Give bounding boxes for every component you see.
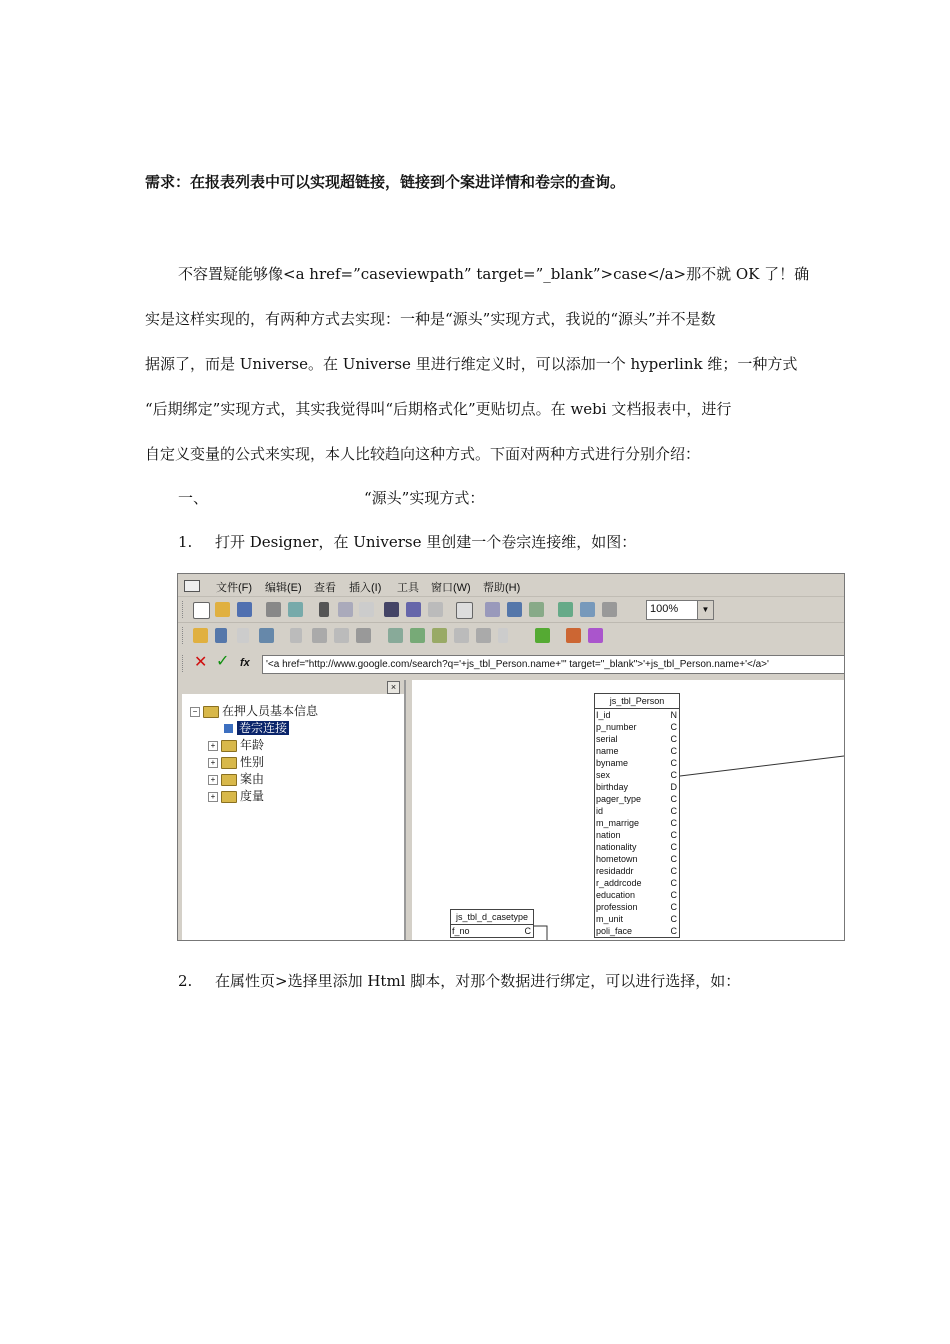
insert-condition-icon[interactable] [237,628,249,643]
step-1 [178,531,636,552]
column-type: C [670,878,677,888]
menu-window[interactable]: 窗口(W) [431,582,471,594]
print-icon[interactable] [266,602,281,617]
zoom-value: 100% [650,603,679,615]
insert-object-icon[interactable] [215,628,227,643]
column-name: nation [596,830,621,840]
section-heading [178,487,484,508]
column-name: serial [596,734,618,744]
paragraph-line-5: 自定义变量的公式来实现，本人比较趋向这种方式。下面对两种方式进行分别介绍： [145,445,701,463]
column-name: sex [596,770,611,780]
column-type: C [670,806,677,816]
column-name: byname [596,758,629,768]
folder-icon [203,706,219,718]
zoom-select[interactable] [646,600,714,620]
column-name: name [596,746,619,756]
chevron-down-icon[interactable]: ▼ [697,601,713,619]
folder-icon [221,791,237,803]
table-column-row[interactable] [595,877,679,889]
column-type: C [670,854,677,864]
formula-input[interactable]: '<a href="http://www.google.com/search?q='+js_tbl_Person.name+'" target="_blank">'+js_tbl_Person.name+'</a>' [262,655,845,674]
tree-item-label: 卷宗连接 [239,721,288,735]
table-column-row[interactable] [595,805,679,817]
table-column-row[interactable] [595,913,679,925]
column-type: C [670,794,677,804]
document-heading: 需求：在报表列表中可以实现超链接，链接到个案进详情和卷宗的查询。 [145,173,626,191]
zoom-fit-icon[interactable] [602,602,617,617]
step-1-text: 打开 Designer，在 Universe 里创建一个卷宗连接维，如图： [215,533,637,551]
column-name: profession [596,902,638,912]
list-tables-icon[interactable] [334,628,349,643]
paragraph-line-2: 实是这样实现的，有两种方式去实现：一种是“源头”实现方式，我说的“源头”并不是数 [145,310,716,328]
table-header: js_tbl_Person [595,694,679,709]
join-line[interactable] [680,756,844,776]
table-column-row[interactable] [595,745,679,757]
person-table[interactable] [594,693,680,938]
column-type: C [670,770,677,780]
section-number: 一、 [178,489,209,507]
toolbar-grip[interactable] [182,627,186,644]
tree-item[interactable] [208,753,264,770]
cancel-icon[interactable]: ✕ [194,654,208,671]
menu-tools[interactable]: 工具 [397,582,419,594]
menu-edit[interactable]: 编辑(E) [265,582,302,594]
loops-icon[interactable] [454,628,469,643]
hierarchy-icon[interactable] [259,628,274,643]
check-icon[interactable] [456,602,473,619]
table-column-row[interactable] [595,817,679,829]
column-type: C [670,902,677,912]
grid-icon[interactable] [580,602,595,617]
table-icon[interactable] [485,602,500,617]
table-column-row[interactable] [595,865,679,877]
find-icon[interactable] [384,602,399,617]
folder-icon [221,774,237,786]
table-column-row[interactable] [595,757,679,769]
column-name: pager_type [596,794,642,804]
table-column-row[interactable] [595,709,679,721]
save-icon[interactable] [237,602,252,617]
table-column-row[interactable] [595,925,679,937]
column-name: m_marrige [596,818,640,828]
column-type: C [670,734,677,744]
table-column-row[interactable] [595,769,679,781]
designer-screenshot [177,573,845,941]
table-column-row[interactable] [595,781,679,793]
tree-item-label: 年龄 [240,738,265,752]
column-type: D [670,782,677,792]
table-column-row[interactable] [595,901,679,913]
table-column-row[interactable] [595,889,679,901]
tree-item-label: 性别 [240,755,265,769]
column-type: C [670,890,677,900]
menu-help[interactable]: 帮助(H) [483,582,521,594]
cardinality-icon[interactable] [410,628,425,643]
tables-icon[interactable] [290,628,302,643]
tree-item[interactable] [208,787,264,804]
detect-joins-icon[interactable] [388,628,403,643]
paste-icon[interactable] [359,602,374,617]
universe-pane [182,680,406,940]
import-icon[interactable] [588,628,603,643]
collapse-icon[interactable]: − [190,707,200,717]
print-preview-icon[interactable] [288,602,303,617]
column-name: education [596,890,636,900]
folder-icon [221,757,237,769]
column-type: C [670,758,677,768]
column-type: C [670,926,677,936]
column-name: p_number [596,722,637,732]
step-1-number: 1. [178,533,193,551]
accept-icon[interactable]: ✓ [216,653,230,670]
table-browser-icon[interactable] [312,628,327,643]
tree-item[interactable] [208,736,264,753]
structure-icon[interactable] [356,628,371,643]
cut-icon[interactable] [319,602,329,617]
toolbar-grip[interactable] [182,601,186,618]
paragraph-line-1: 不容置疑能够像<a href=”caseviewpath” target=”_blank”>case</a>那不就 OK 了！确 [178,265,810,283]
step-2-text: 在属性页>选择里添加 Html 脚本，对那个数据进行绑定，可以进行选择，如： [215,972,741,990]
column-name: m_unit [596,914,624,924]
menu-insert[interactable]: 插入(I) [349,582,382,594]
step-2 [178,970,740,991]
menu-bar [178,574,844,597]
app-icon [184,580,200,592]
expand-icon[interactable]: + [208,741,218,751]
join-line[interactable] [534,926,547,940]
join-icon[interactable] [507,602,522,617]
column-type: C [670,722,677,732]
column-name: birthday [596,782,629,792]
integrity-check-icon[interactable] [535,628,550,643]
close-icon[interactable]: × [387,681,400,694]
column-name: f_no [452,926,470,936]
copy-icon[interactable] [338,602,353,617]
column-name: residaddr [596,866,634,876]
tree-item[interactable] [208,770,264,787]
column-name: I_id [596,710,611,720]
table-column-row[interactable] [451,925,533,937]
step-2-number: 2. [178,972,193,990]
column-name: poli_face [596,926,633,936]
structure-pane [412,680,844,940]
aliases-icon[interactable] [476,628,491,643]
table-column-row[interactable] [595,841,679,853]
undo-icon[interactable] [428,602,443,617]
table-header: js_tbl_d_casetype [451,910,533,925]
expand-icon[interactable]: + [208,775,218,785]
tree-item-selected[interactable] [224,719,289,736]
context-icon[interactable] [529,602,544,617]
tree-item-label: 度量 [240,789,265,803]
column-type: C [670,866,677,876]
table-column-row[interactable] [595,721,679,733]
menu-view[interactable]: 查看 [314,582,336,594]
table-column-row[interactable] [595,733,679,745]
table-column-row[interactable] [595,793,679,805]
column-type: C [670,746,677,756]
section-title: “源头”实现方式： [364,489,485,507]
column-type: C [670,914,677,924]
column-name: id [596,806,604,816]
tree-item-label: 案由 [240,772,265,786]
expand-icon[interactable]: + [208,758,218,768]
formula-bar [178,648,844,678]
folder-icon [221,740,237,752]
paragraph-line-3: 据源了，而是 Universe。在 Universe 里进行维定义时，可以添加一个 hyperlink 维；一种方式 [145,355,798,373]
table-column-row[interactable] [595,829,679,841]
table-column-row[interactable] [595,853,679,865]
insert-class-icon[interactable] [193,628,208,643]
column-name: nationality [596,842,637,852]
column-type: N [670,710,677,720]
toolbar-grip[interactable] [182,655,186,672]
tree-root-label: 在押人员基本信息 [222,704,319,718]
new-icon[interactable] [193,602,210,619]
column-type: C [670,830,677,840]
key-icon[interactable] [498,628,508,643]
find-next-icon[interactable] [406,602,421,617]
standard-toolbar [178,597,844,623]
column-type: C [524,926,531,936]
column-name: hometown [596,854,638,864]
fx-icon[interactable]: fx [240,657,250,669]
paragraph-line-4: “后期绑定”实现方式，其实我觉得叫“后期格式化”更贴切点。在 webi 文档报表中，进行 [145,400,732,418]
tree-root[interactable] [190,702,318,719]
column-type: C [670,842,677,852]
open-icon[interactable] [215,602,230,617]
pane-header [182,680,404,694]
expand-icon[interactable]: + [208,792,218,802]
export-icon[interactable] [566,628,581,643]
designer-toolbar [178,623,844,649]
detect-contexts-icon[interactable] [432,628,447,643]
column-type: C [670,818,677,828]
casetype-table[interactable] [450,909,534,938]
column-name: r_addrcode [596,878,642,888]
dimension-icon [224,724,233,733]
menu-file[interactable]: 文件(F) [216,582,253,594]
arrange-icon[interactable] [558,602,573,617]
